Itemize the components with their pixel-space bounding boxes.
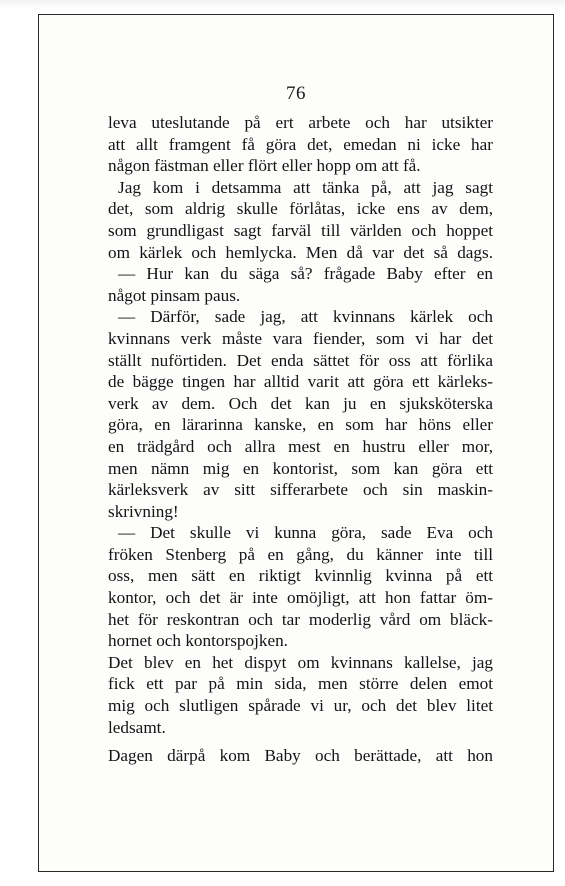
text-line: det, som aldrig skulle förlåtas, icke ens av dem, [108, 199, 493, 219]
text-line: leva uteslutande på ert arbete och har utsikter [108, 113, 493, 132]
body-text [108, 112, 493, 767]
text-line: verk av dem. Och det kan ju en sjuksköterska [108, 393, 493, 413]
text-line: — Det skulle vi kunna göra, sade Eva och [118, 523, 493, 543]
page-number: 76 [286, 83, 306, 104]
text-line: oss, men sätt en riktigt kvinnlig kvinna på ett [108, 566, 493, 586]
text-line: Det blev en het dispyt om kvinnans kallelse, jag [108, 652, 493, 672]
text-line: de bägge tingen har alltid varit att göra ett kärleks- [108, 372, 493, 392]
text-line: som grundligast sagt farväl till världen och hoppet [108, 220, 493, 240]
text-line: kvinnans verk måste vara fiender, som vi har det [108, 328, 493, 348]
text-line: mig och slutligen spårade vi ur, och det blev litet [108, 696, 493, 716]
paragraph-gap [108, 738, 493, 745]
text-line: fick ett par på min sida, men större delen emot [108, 674, 493, 694]
text-line: göra, en lärarinna kanske, en som har höns eller [108, 415, 493, 435]
scan-edge [0, 0, 565, 9]
text-line: Dagen därpå kom Baby och berättade, att hon [108, 746, 493, 766]
text-line: men nämn mig en kontorist, som kan göra ett [108, 458, 493, 478]
text-line: — Hur kan du säga så? frågade Baby efter en [118, 264, 493, 284]
text-line: het för reskontran och tar moderlig vård om bläck- [108, 609, 493, 629]
text-line: en trädgård och allra mest en hustru eller mor, [108, 436, 493, 456]
text-line: att allt framgent få göra det, emedan ni icke har [108, 134, 493, 154]
book-page [38, 14, 554, 872]
text-line: någon fästman eller flört eller hopp om att få. [108, 156, 421, 176]
text-line: kärleksverk av sitt sifferarbete och sin maskin- [108, 480, 493, 500]
text-line: ställt nuförtiden. Det enda sättet för oss att förlika [108, 350, 493, 370]
text-line: något pinsam paus. [108, 285, 241, 305]
text-line: kontor, och det är inte omöjligt, att hon fattar öm- [108, 588, 493, 608]
text-line: fröken Stenberg på en gång, du känner inte till [108, 544, 493, 564]
text-line: ledsamt. [108, 717, 166, 737]
text-line: Jag kom i detsamma att tänka på, att jag sagt [118, 177, 493, 197]
text-line: — Därför, sade jag, att kvinnans kärlek och [118, 307, 493, 327]
text-line: hornet och kontorspojken. [108, 631, 288, 651]
text-line: skrivning! [108, 501, 179, 521]
text-line: om kärlek och hemlycka. Men då var det så dags. [108, 242, 493, 262]
